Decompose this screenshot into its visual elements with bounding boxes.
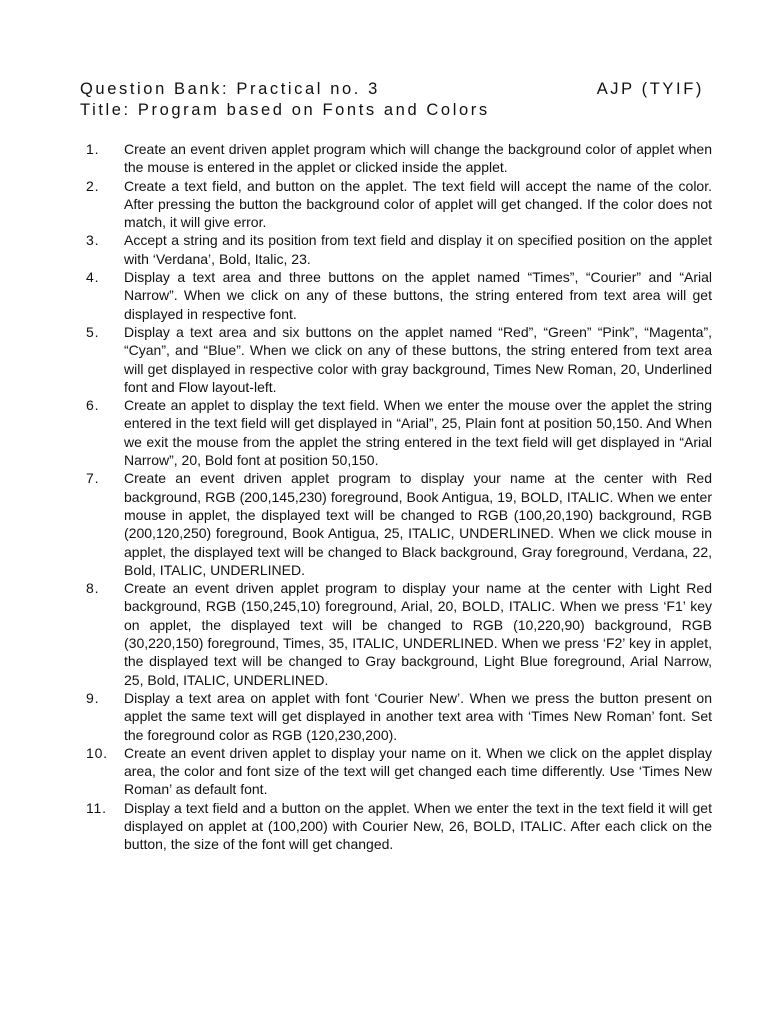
question-item: [86, 268, 712, 323]
question-text: Create an event driven applet program which will change the background color of applet when the mouse is entered in the applet or clicked inside the applet.: [124, 141, 712, 176]
question-item: [86, 177, 712, 232]
question-text: Display a text area on applet with font ‘Courier New’. When we press the button present on applet the same text will get displayed in another text area with ‘Times New Roman’ font. Set the foreground color as RGB (120,230,200).: [124, 689, 712, 743]
question-item: [86, 799, 712, 854]
question-item: [86, 469, 712, 579]
question-item: [86, 140, 712, 177]
question-bank-heading: Question Bank: Practical no. 3: [80, 80, 380, 98]
question-text: Create an applet to display the text field. When we enter the mouse over the applet the string entered in the text field will get displayed in “Arial”, 25, Plain font at position 50,150. And When we exit the mouse from the applet the string entered in the text field will get displayed in “Arial Narrow”, 20, Bold font at position 50,150.: [124, 397, 712, 469]
question-number: 5.: [86, 323, 100, 340]
question-item: [86, 579, 712, 689]
question-text: Create an event driven applet program to display your name at the center with Light Red background, RGB (150,245,10) foreground, Arial, 20, BOLD, ITALIC. When we press ‘F1’ key on applet, the displayed text will be changed to RGB (10,220,90) background, RGB (30,220,150) foreground, Times, 35, ITALIC, UNDERLINED. When we press ‘F2’ key in applet, the displayed text will be changed to Gray background, Light Blue foreground, Arial Narrow, 25, Bold, ITALIC, UNDERLINED.: [124, 580, 712, 688]
question-number: 8.: [86, 580, 100, 597]
question-text: Display a text area and three buttons on the applet named “Times”, “Courier” and “Arial Narrow”. When we click on any of these buttons, the string entered from text area will get displayed in respective font.: [124, 269, 712, 322]
question-number: 10.: [86, 744, 108, 761]
question-item: [86, 396, 712, 469]
question-number: 11.: [86, 799, 107, 816]
document-header: [80, 79, 710, 121]
question-text: Create a text field, and button on the applet. The text field will accept the name of the color. After pressing the button the background color of applet will get changed. If the color does not match, it will give error.: [124, 177, 712, 231]
question-number: 6.: [86, 397, 100, 414]
question-item: [86, 689, 712, 744]
question-number: 1.: [86, 141, 100, 157]
question-text: Display a text field and a button on the applet. When we enter the text in the text field it will get displayed on applet at (100,200) with Courier New, 26, BOLD, ITALIC. After each click on the button, the size of the font will get changed.: [124, 799, 712, 853]
question-text: Create an event driven applet program to display your name at the center with Red background, RGB (200,145,230) foreground, Book Antigua, 19, BOLD, ITALIC. When we enter mouse in applet, the displayed text will be changed to RGB (100,20,190) background, RGB (200,120,250) foreground, Book Antigua, 25, ITALIC, UNDERLINED. When we click mouse in applet, the displayed text will be changed to Black background, Gray foreground, Verdana, 22, Bold, ITALIC, UNDERLINED.: [124, 470, 712, 578]
question-number: 7.: [86, 470, 100, 487]
question-text: Accept a string and its position from text field and display it on specified position on the applet with ‘Verdana’, Bold, Italic, 23.: [124, 232, 712, 267]
course-code: AJP (TYIF): [596, 80, 704, 98]
question-item: [86, 231, 712, 268]
header-row: [80, 79, 710, 100]
question-text: Create an event driven applet to display your name on it. When we click on the applet display area, the color and font size of the text will get changed each time differently. Use ‘Times New Roman’ as default font.: [124, 744, 712, 798]
question-number: 9.: [86, 689, 100, 706]
document-title: Title: Program based on Fonts and Colors: [80, 101, 490, 119]
question-number: 2.: [86, 177, 100, 194]
question-number: 3.: [86, 232, 100, 249]
question-number: 4.: [86, 269, 100, 286]
question-item: [86, 323, 712, 396]
question-text: Display a text area and six buttons on the applet named “Red”, “Green” “Pink”, “Magenta”, “Cyan”, and “Blue”. When we click on any of these buttons, the string entered from text area will get displayed in respective color with gray background, Times New Roman, 20, Underlined font and Flow layout-left.: [124, 323, 712, 395]
question-item: [86, 744, 712, 799]
question-list: [86, 140, 712, 854]
